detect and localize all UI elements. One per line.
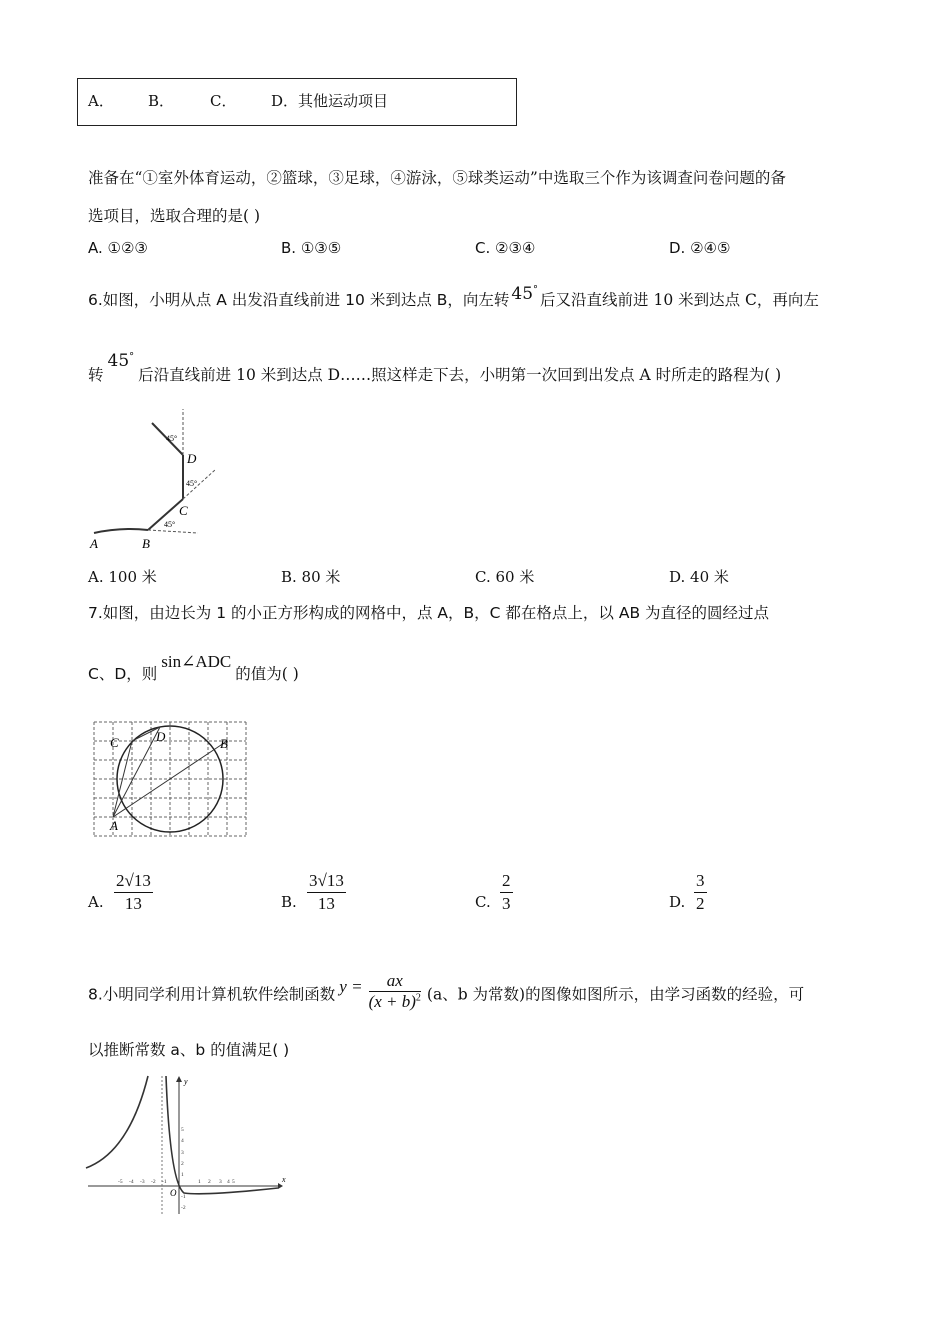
q8-line1-b: (a、b 为常数)的图像如图所示，由学习函数的经验，可 [426,985,805,1004]
y-axis-arrow [176,1076,182,1082]
box-option-b: B． [148,92,175,110]
q7-option-b-fraction: 3√13 13 [309,871,344,913]
q7-option-a-letter: A. [88,893,104,911]
angle-label-d: 45° [166,434,178,443]
q6-line1-a: 6.如图，小明从点 A 出发沿直线前进 10 米到达点 B，向左转 [88,291,510,309]
label-d: D [156,729,166,744]
q6-option-b: B. 80 米 [281,568,341,586]
q5-line1: 准备在“①室外体育运动，②篮球，③足球，④游泳，⑤球类运动”中选取三个作为该调查问卷问题的备 [88,169,786,187]
svg-text:-3: -3 [140,1179,145,1185]
q7-option-d-fraction: 3 2 [696,871,705,913]
svg-text:-1: -1 [162,1179,167,1185]
box-option-a: A． [88,92,114,110]
svg-text:1: 1 [198,1179,201,1185]
q6-angle-2: 45° [107,351,135,371]
q7-line2 [88,652,299,684]
q8-line2: 以推断常数 a、b 的值满足( ) [88,1041,290,1059]
q5-line2: 选项目，选取合理的是( ) [88,207,261,225]
q7-line2-a: C、D，则 [88,665,158,683]
box-option-c: C． [210,92,237,110]
label-c: C [179,503,188,518]
svg-text:3: 3 [181,1150,184,1156]
q7-option-a-fraction: 2√13 13 [116,871,151,913]
q8-figure [84,1072,284,1218]
box-option-d: D．其他运动项目 [271,92,389,110]
q7-option-d-letter: D. [669,893,686,911]
svg-text:5: 5 [232,1179,235,1185]
svg-text:1: 1 [181,1172,184,1178]
q6-line1 [88,284,819,310]
q5-option-a: A. ①②③ [88,239,148,257]
path-ab [94,529,148,533]
label-b: B [142,536,150,551]
svg-text:2: 2 [208,1179,211,1185]
y-tick-labels [181,1127,186,1211]
q8-line1 [88,971,805,1016]
x-axis-label: x [282,1175,286,1184]
y-axis-label: y [184,1077,188,1086]
q8-formula-lhs: y = [339,976,363,996]
q7-line1: 7.如图，由边长为 1 的小正方形构成的网格中，点 A，B，C 都在格点上，以 AB 为直径的圆经过点 [88,604,770,622]
svg-text:4: 4 [227,1179,230,1185]
q6-line2 [88,351,782,385]
q5-option-d: D. ②④⑤ [669,239,731,257]
q7-option-c-letter: C. [475,893,491,911]
label-a: A [110,818,118,833]
svg-text:2: 2 [181,1161,184,1167]
angle-label-b: 45° [164,520,176,529]
dash-ab-extension [148,530,198,533]
svg-text:4: 4 [181,1138,184,1144]
q7-line2-b: 的值为( ) [235,665,299,683]
svg-text:-2: -2 [181,1205,186,1211]
label-a: A [90,536,98,551]
q7-option-b-letter: B. [281,893,297,911]
label-b: B [220,736,228,751]
curve-left [86,1076,148,1168]
q6-line2-b: 后沿直线前进 10 米到达点 D……照这样走下去，小明第一次回到出发点 A 时所走的路程为( ) [138,366,782,384]
q5-option-c: C. ②③④ [475,239,536,257]
q6-figure [86,403,226,553]
q6-option-a: A. 100 米 [88,568,157,586]
q5-option-b: B. ①③⑤ [281,239,342,257]
q6-option-d: D. 40 米 [669,568,729,586]
q7-option-c-fraction: 2 3 [502,871,511,913]
q6-option-c: C. 60 米 [475,568,535,586]
q7-expression: sin∠ADC [161,652,232,671]
label-c: C [110,735,119,750]
angle-label-c: 45° [186,479,198,488]
svg-text:-1: -1 [181,1194,186,1200]
q6-angle-1: 45° [511,284,539,304]
svg-text:-2: -2 [151,1179,156,1185]
q7-figure [90,718,252,844]
svg-text:-5: -5 [118,1179,123,1185]
label-d: D [187,451,197,466]
svg-text:3: 3 [219,1179,222,1185]
svg-text:-4: -4 [129,1179,134,1185]
q6-line1-b: 后又沿直线前进 10 米到达点 C，再向左 [540,291,819,309]
q8-formula-fraction: $\frac{ax}{(x + b)^2}$ [368,971,421,1011]
origin-label: O [170,1188,177,1198]
q6-line2-a: 转 [88,366,104,384]
svg-text:5: 5 [181,1127,184,1133]
q8-line1-a: 8.小明同学利用计算机软件绘制函数 [88,985,336,1004]
